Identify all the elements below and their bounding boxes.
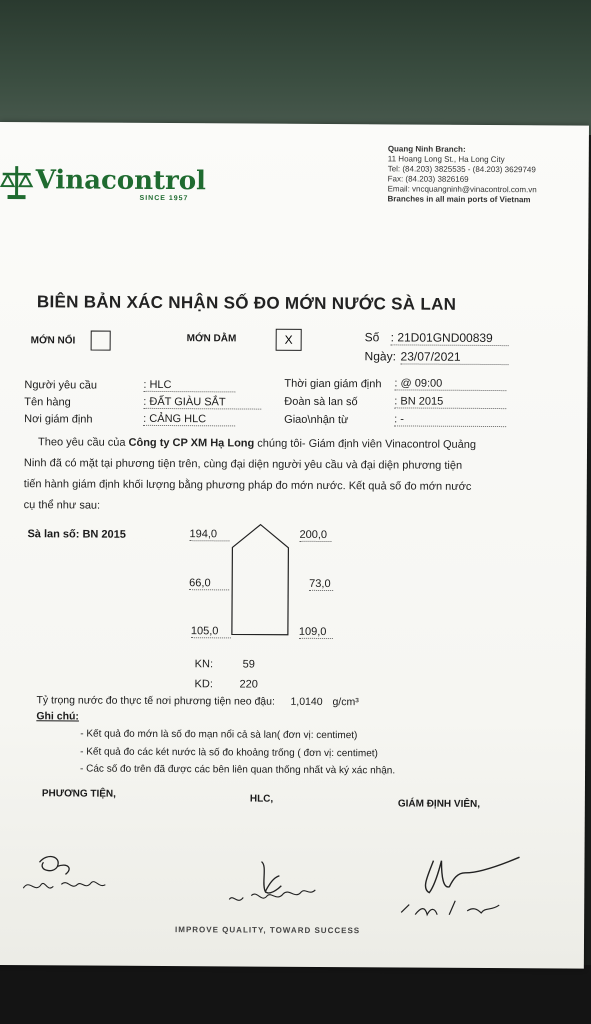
notes-title: Ghi chú: bbox=[36, 710, 80, 723]
paragraph-text: chúng tôi- Giám định viên Vinacontrol Quảng bbox=[254, 437, 477, 451]
sa-lan-so: Sà lan số: BN 2015 bbox=[27, 528, 126, 541]
thoi-gian-value: : @ 09:00 bbox=[394, 377, 506, 391]
paragraph-line-1 bbox=[38, 432, 476, 456]
barge-diagram bbox=[229, 521, 292, 637]
fwd-right-value: 200,0 bbox=[299, 529, 331, 542]
branch-name: Quang Ninh Branch: bbox=[387, 144, 466, 154]
aft-right-value: 109,0 bbox=[299, 626, 333, 639]
density-value: 1,0140 bbox=[290, 695, 323, 708]
noi-giam-dinh-value: : CẢNG HLC bbox=[143, 413, 235, 427]
note-item-1: - Kết quả đo mớn là số đo mạn nổi cả sà lan( đơn vị: centimet) bbox=[80, 728, 358, 742]
logo-since: SINCE 1957 bbox=[139, 194, 189, 203]
aft-left-value: 105,0 bbox=[191, 625, 231, 638]
kd-value: 220 bbox=[239, 678, 258, 691]
fwd-left-value: 194,0 bbox=[189, 528, 229, 541]
branch-ports: Branches in all main ports of Vietnam bbox=[387, 194, 531, 205]
background-top bbox=[0, 0, 591, 135]
scales-logo-icon bbox=[0, 162, 34, 202]
paragraph-line-2: Ninh đã có mặt tại phương tiện trên, cùng đại diện người yêu cầu và đại diện phương tiện bbox=[23, 457, 463, 472]
paragraph-text: Theo yêu cầu của bbox=[38, 436, 129, 449]
density-unit: g/cm³ bbox=[332, 696, 359, 709]
nguoi-yeu-cau-label: Người yêu cầu bbox=[24, 379, 98, 392]
paragraph-line-3: tiến hành giám định khối lượng bằng phương pháp đo mớn nước. Kết quả số đo mớn nước bbox=[23, 478, 472, 493]
giao-nhan-value: : - bbox=[394, 413, 506, 427]
company-name: Công ty CP XM Hạ Long bbox=[128, 436, 255, 450]
mid-right-value: 73,0 bbox=[309, 578, 333, 591]
branch-tel: Tel: (84.203) 3825535 - (84.203) 3629749 bbox=[387, 164, 536, 175]
branch-email: Email: vncquangninh@vinacontrol.com.vn bbox=[387, 184, 537, 195]
logo-text: Vinacontrol bbox=[35, 165, 207, 197]
signature-hlc bbox=[221, 855, 331, 916]
giao-nhan-label: Giao\nhận từ bbox=[284, 413, 349, 427]
ngay-value: 23/07/2021 bbox=[401, 349, 509, 365]
branch-info bbox=[388, 144, 537, 205]
mon-dam-label: MỚN DẰM bbox=[186, 333, 237, 345]
sig-header-giam-dinh-vien: GIÁM ĐỊNH VIÊN, bbox=[397, 798, 481, 810]
noi-giam-dinh-label: Nơi giám định bbox=[24, 413, 93, 426]
branch-address: 11 Hoang Long St., Ha Long City bbox=[387, 154, 505, 165]
thoi-gian-label: Thời gian giám định bbox=[284, 377, 382, 391]
mon-noi-label: MỚN NỔI bbox=[30, 335, 76, 347]
document-page bbox=[0, 122, 589, 969]
signature-phuong-tien bbox=[17, 848, 117, 909]
sig-header-phuong-tien: PHƯƠNG TIỆN, bbox=[41, 788, 116, 800]
note-item-2: - Kết quả đo các két nước là số đo khoảng trống ( đơn vị: centimet) bbox=[80, 746, 378, 760]
ngay-label: Ngày: bbox=[364, 349, 396, 364]
doan-sa-lan-label: Đoàn sà lan số bbox=[284, 395, 358, 409]
document-title: BIÊN BẢN XÁC NHẬN SỐ ĐO MỚN NƯỚC SÀ LAN bbox=[36, 292, 457, 314]
paragraph-line-4: cụ thể như sau: bbox=[23, 499, 101, 512]
ten-hang-label: Tên hàng bbox=[24, 396, 71, 409]
doan-sa-lan-value: : BN 2015 bbox=[394, 395, 506, 409]
note-item-3: - Các số đo trên đã được các bên liên quan thống nhất và ký xác nhận. bbox=[80, 763, 396, 777]
footer-slogan: IMPROVE QUALITY, TOWARD SUCCESS bbox=[175, 925, 361, 936]
kd-label: KD: bbox=[194, 678, 213, 691]
so-value: : 21D01GND00839 bbox=[391, 330, 509, 346]
density-label: Tỷ trọng nước đo thực tế nơi phương tiện neo đậu: bbox=[36, 694, 275, 708]
mon-noi-checkbox bbox=[91, 331, 111, 351]
nguoi-yeu-cau-value: : HLC bbox=[143, 379, 235, 393]
kn-label: KN: bbox=[194, 658, 214, 671]
branch-fax: Fax: (84.203) 3826169 bbox=[387, 174, 469, 184]
signature-giam-dinh-vien bbox=[395, 848, 535, 929]
mid-left-value: 66,0 bbox=[189, 577, 229, 590]
background-bottom bbox=[0, 965, 591, 1024]
so-label: Số bbox=[364, 330, 380, 345]
sig-header-hlc: HLC, bbox=[249, 793, 274, 805]
ten-hang-value: : ĐẤT GIÀU SẮT bbox=[143, 396, 261, 410]
kn-value: 59 bbox=[242, 658, 255, 671]
mon-dam-checkbox: X bbox=[276, 329, 302, 351]
